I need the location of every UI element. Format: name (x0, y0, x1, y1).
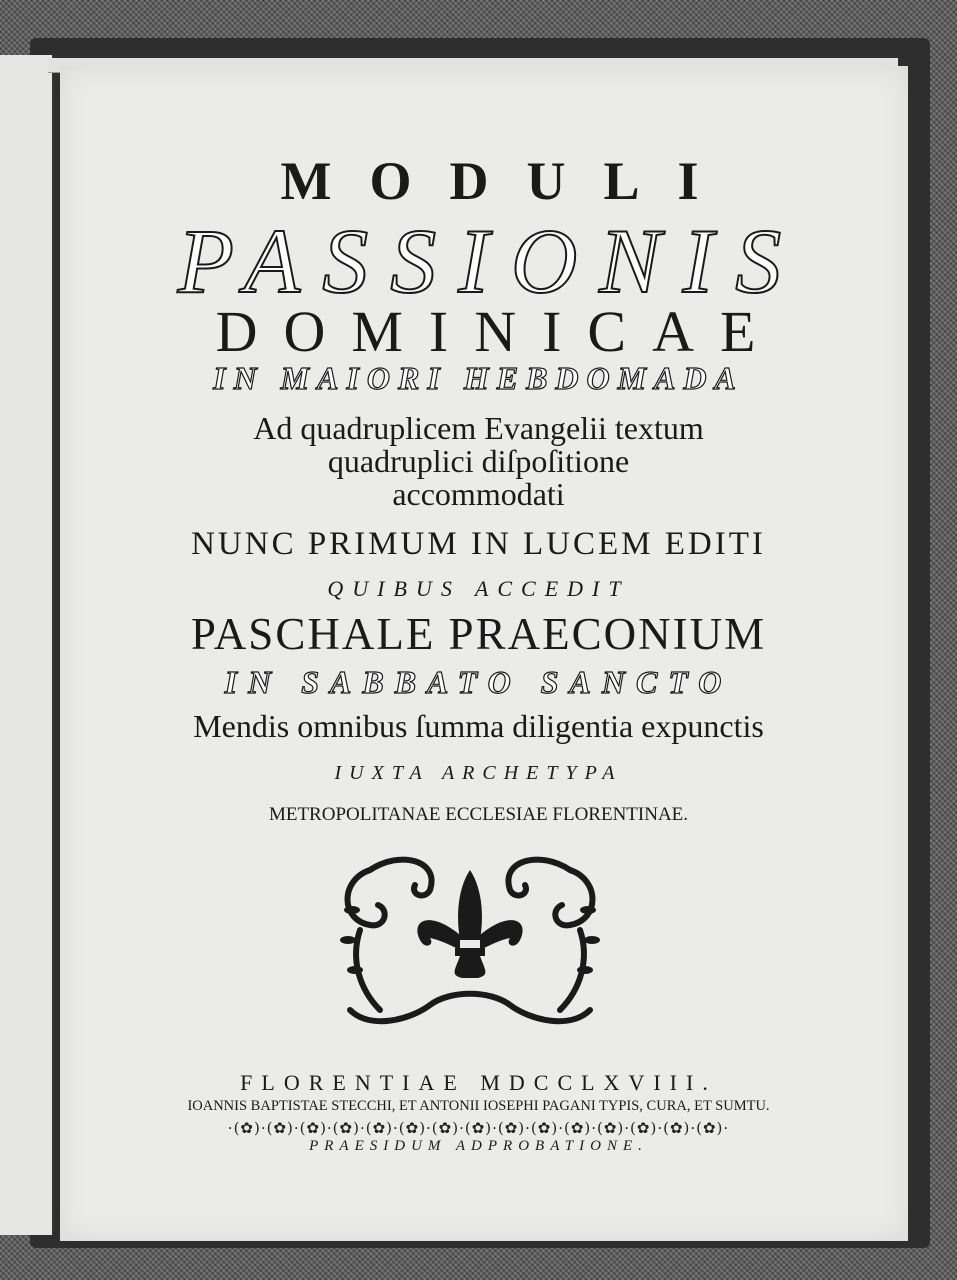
fleur-de-lis-vignette-icon (330, 840, 610, 1030)
ornamental-rule-icon: ·(✿)·(✿)·(✿)·(✿)·(✿)·(✿)·(✿)·(✿)·(✿)·(✿)·(✿)·(✿)·(✿)·(✿)·(✿)· (227, 1119, 730, 1137)
title-dominicae: DOMINICAE (215, 299, 782, 364)
subtitle-maiori-hebdomada: IN MAIORI HEBDOMADA (213, 360, 744, 396)
quibus-accedit-line: QUIBUS ACCEDIT (327, 576, 630, 601)
title-moduli: MODULI (280, 151, 737, 211)
imprint-place-year: FLORENTIAE MDCCLXVIII. (240, 1070, 717, 1095)
paschale-praeconium-title: PASCHALE PRAECONIUM (190, 609, 767, 659)
title-passionis: PASSIONIS (177, 210, 804, 312)
iuxta-archetypa-line: IUXTA ARCHETYPA (334, 762, 623, 784)
imprint-printers: IOANNIS BAPTISTAE STECCHI, ET ANTONII IOSEPHI PAGANI TYPIS, CURA, ET SUMTU. (187, 1098, 770, 1114)
metropolitanae-line: METROPOLITANAE ECCLESIAE FLORENTINAE. (268, 804, 689, 825)
description-line-3: accommodati (392, 476, 565, 512)
mendis-line: Mendis omnibus ſumma diligentia expunctis (193, 708, 764, 744)
imprint-approbation: PRAESIDUM ADPROBATIONE. (309, 1138, 648, 1154)
nunc-primum-line: NUNC PRIMUM IN LUCEM EDITI (191, 526, 766, 562)
description-line-1: Ad quadruplicem Evangelii textum (253, 410, 704, 446)
description-line-2: quadruplici diſpoſitione (327, 443, 630, 479)
sabbato-sancto-line: IN SABBATO SANCTO (224, 664, 733, 700)
